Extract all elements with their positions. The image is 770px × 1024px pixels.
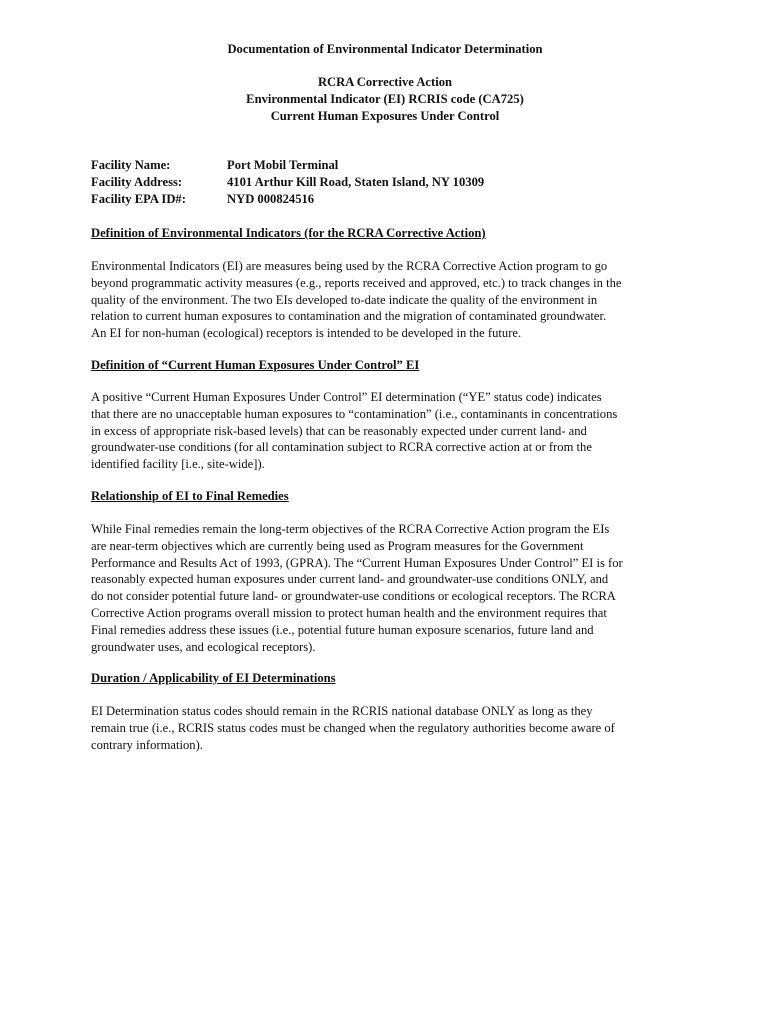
facility-address-label: Facility Address: bbox=[91, 175, 183, 189]
facility-name-label: Facility Name: bbox=[91, 158, 171, 172]
paragraph-line: relation to current human exposures to contamination and the migration of contaminated groundwater. bbox=[91, 309, 607, 324]
section-heading-human-exposures: Definition of “Current Human Exposures Under Control” EI bbox=[91, 358, 420, 372]
section-heading-duration: Duration / Applicability of EI Determinations bbox=[91, 671, 336, 685]
paragraph-line: A positive “Current Human Exposures Under Control” EI determination (“YE” status code) indicates bbox=[91, 390, 602, 404]
paragraph-line: An EI for non-human (ecological) receptors is intended to be developed in the future. bbox=[91, 326, 522, 341]
paragraph-line: Final remedies address these issues (i.e., potential future human exposure scenarios, future land and bbox=[91, 622, 594, 637]
facility-info bbox=[91, 157, 484, 208]
section-heading-definition-ei: Definition of Environmental Indicators (for the RCRA Corrective Action) bbox=[91, 226, 486, 240]
paragraph-line: quality of the environment. The two EIs developed to-date indicate the quality of the environment in bbox=[91, 292, 598, 307]
document-subtitle bbox=[0, 74, 770, 125]
section-body-human-exposures bbox=[91, 389, 691, 473]
facility-epa-value: NYD 000824516 bbox=[227, 192, 315, 206]
paragraph-line: do not consider potential future land- or groundwater-use conditions or ecological receptors. The RCRA bbox=[91, 589, 616, 604]
paragraph-line: remain true (i.e., RCRIS status codes must be changed when the regulatory authorities become aware of bbox=[91, 720, 615, 735]
document-title: Documentation of Environmental Indicator Determination bbox=[227, 42, 543, 56]
facility-address-value: 4101 Arthur Kill Road, Staten Island, NY 10309 bbox=[227, 175, 485, 189]
paragraph-line: Environmental Indicators (EI) are measures being used by the RCRA Corrective Action program to go bbox=[91, 259, 608, 273]
section-body-duration bbox=[91, 703, 691, 753]
subtitle-line-code: Environmental Indicator (EI) RCRIS code (CA725) bbox=[246, 92, 524, 106]
section-body-definition-ei bbox=[91, 258, 691, 342]
paragraph-line: are near-term objectives which are currently being used as Program measures for the Government bbox=[91, 538, 584, 553]
subtitle-line-indicator: Current Human Exposures Under Control bbox=[270, 109, 500, 123]
paragraph-line: identified facility [i.e., site-wide]). bbox=[91, 457, 265, 472]
paragraph-line: beyond programmatic activity measures (e.g., reports received and approved, etc.) to track changes in the bbox=[91, 275, 622, 290]
facility-name-row bbox=[91, 157, 484, 174]
paragraph-line: in excess of appropriate risk-based levels) that can be reasonably expected under current land- and bbox=[91, 423, 587, 438]
paragraph-line: groundwater-use conditions (for all contamination subject to RCRA corrective action at or from the bbox=[91, 440, 592, 455]
facility-name-value: Port Mobil Terminal bbox=[227, 158, 339, 172]
section-body-final-remedies bbox=[91, 521, 691, 655]
paragraph-line: that there are no unacceptable human exposures to “contamination” (i.e., contaminants in concentrations bbox=[91, 406, 618, 421]
facility-epa-label: Facility EPA ID#: bbox=[91, 192, 186, 206]
paragraph-line: Corrective Action programs overall mission to protect human health and the environment requires that bbox=[91, 605, 607, 620]
facility-address-row bbox=[91, 174, 484, 191]
paragraph-line: groundwater uses, and ecological receptors). bbox=[91, 639, 316, 654]
paragraph-line: EI Determination status codes should remain in the RCRIS national database ONLY as long as they bbox=[91, 704, 593, 718]
section-heading-final-remedies: Relationship of EI to Final Remedies bbox=[91, 489, 289, 503]
paragraph-line: Performance and Results Act of 1993, (GPRA). The “Current Human Exposures Under Control” EI is for bbox=[91, 555, 623, 570]
paragraph-line: reasonably expected human exposures under current land- and groundwater-use conditions ONLY, and bbox=[91, 572, 609, 587]
paragraph-line: contrary information). bbox=[91, 737, 203, 752]
subtitle-line-program: RCRA Corrective Action bbox=[317, 75, 453, 89]
facility-epa-row bbox=[91, 191, 484, 208]
paragraph-line: While Final remedies remain the long-term objectives of the RCRA Corrective Action program the EIs bbox=[91, 522, 610, 536]
